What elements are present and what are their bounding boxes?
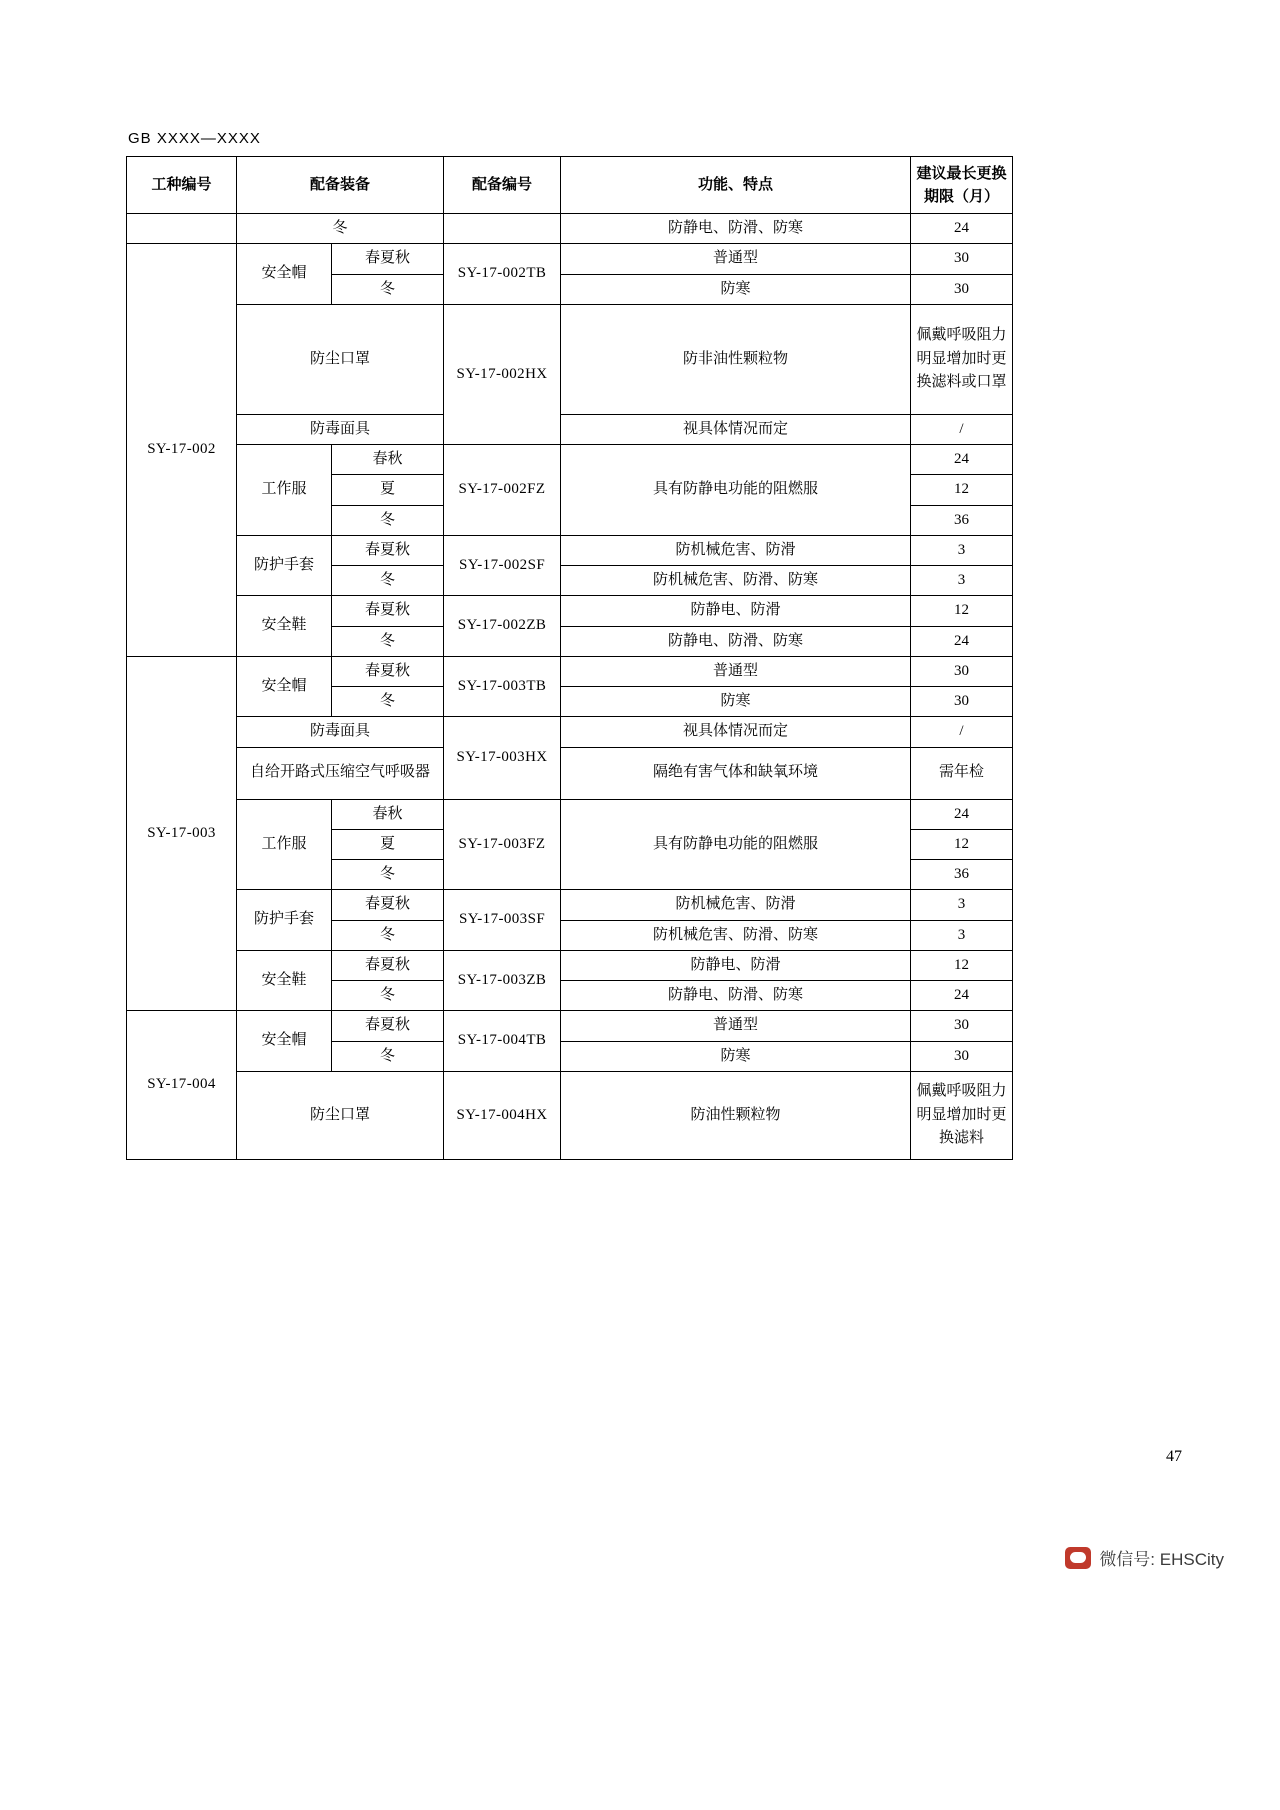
- cell-equip-code: SY-17-002ZB: [444, 596, 561, 657]
- cell-season: 冬: [237, 214, 444, 244]
- cell-feature: 视具体情况而定: [561, 717, 911, 747]
- cell-period: 36: [911, 505, 1013, 535]
- cell-period: 3: [911, 920, 1013, 950]
- cell-equipment: 防毒面具: [237, 414, 444, 444]
- table-header-row: [127, 157, 1013, 214]
- cell-equipment: 工作服: [237, 799, 332, 890]
- cell-feature: 防静电、防滑: [561, 950, 911, 980]
- cell-period: 24: [911, 626, 1013, 656]
- cell-equip-code: SY-17-003ZB: [444, 950, 561, 1011]
- cell-season: 春夏秋: [332, 656, 444, 686]
- cell-equipment: 安全鞋: [237, 596, 332, 657]
- cell-feature: 防静电、防滑、防寒: [561, 626, 911, 656]
- cell-feature: 防机械危害、防滑、防寒: [561, 920, 911, 950]
- cell-equipment: 安全鞋: [237, 950, 332, 1011]
- cell-equipment: 防护手套: [237, 535, 332, 596]
- cell-feature: 普通型: [561, 244, 911, 274]
- cell-job-code: SY-17-002: [127, 244, 237, 657]
- cell-season: 春夏秋: [332, 890, 444, 920]
- watermark-text: 微信号: EHSCity: [1099, 1550, 1224, 1569]
- table-row: [127, 445, 1013, 475]
- cell-period: 12: [911, 596, 1013, 626]
- table-row: [127, 535, 1013, 565]
- cell-equipment: 自给开路式压缩空气呼吸器: [237, 747, 444, 799]
- watermark: [1065, 1545, 1224, 1570]
- cell-period: 24: [911, 799, 1013, 829]
- cell-equipment: 安全帽: [237, 656, 332, 717]
- table-row: [127, 1071, 1013, 1159]
- cell-feature: 具有防静电功能的阻燃服: [561, 799, 911, 890]
- table-row: [127, 799, 1013, 829]
- cell-job-code: [127, 214, 237, 244]
- column-header-equipment: 配备装备: [237, 157, 444, 214]
- cell-equip-code: SY-17-002SF: [444, 535, 561, 596]
- cell-feature: 防静电、防滑: [561, 596, 911, 626]
- cell-season: 夏: [332, 475, 444, 505]
- cell-equipment: 防尘口罩: [237, 1071, 444, 1159]
- cell-season: 春夏秋: [332, 596, 444, 626]
- cell-season: 春秋: [332, 445, 444, 475]
- cell-feature: 防静电、防滑、防寒: [561, 214, 911, 244]
- cell-feature: 视具体情况而定: [561, 414, 911, 444]
- cell-period: /: [911, 717, 1013, 747]
- cell-period: 12: [911, 829, 1013, 859]
- cell-job-code: SY-17-004: [127, 1011, 237, 1160]
- cell-period: 3: [911, 566, 1013, 596]
- cell-feature: 防静电、防滑、防寒: [561, 981, 911, 1011]
- cell-feature: 防机械危害、防滑、防寒: [561, 566, 911, 596]
- table-row: [127, 244, 1013, 274]
- cell-season: 冬: [332, 505, 444, 535]
- table-row: [127, 304, 1013, 414]
- cell-period: 24: [911, 214, 1013, 244]
- cell-equipment: 安全帽: [237, 244, 332, 305]
- cell-equip-code: SY-17-003FZ: [444, 799, 561, 890]
- cell-feature: 防油性颗粒物: [561, 1071, 911, 1159]
- table-row: [127, 656, 1013, 686]
- column-header-equip-code: 配备编号: [444, 157, 561, 214]
- cell-equip-code: SY-17-002HX: [444, 304, 561, 444]
- cell-equip-code: [444, 214, 561, 244]
- cell-feature: 防寒: [561, 687, 911, 717]
- cell-feature: 防机械危害、防滑: [561, 535, 911, 565]
- cell-season: 春夏秋: [332, 244, 444, 274]
- cell-period: 3: [911, 890, 1013, 920]
- cell-feature: 普通型: [561, 1011, 911, 1041]
- cell-period: 30: [911, 1011, 1013, 1041]
- cell-period: /: [911, 414, 1013, 444]
- cell-season: 冬: [332, 920, 444, 950]
- cell-season: 春夏秋: [332, 950, 444, 980]
- cell-period: 30: [911, 1041, 1013, 1071]
- cell-feature: 普通型: [561, 656, 911, 686]
- table-row: [127, 890, 1013, 920]
- table-row: [127, 950, 1013, 980]
- cell-period: 24: [911, 981, 1013, 1011]
- cell-period: 30: [911, 687, 1013, 717]
- cell-period: 30: [911, 656, 1013, 686]
- cell-season: 冬: [332, 687, 444, 717]
- cell-feature: 防非油性颗粒物: [561, 304, 911, 414]
- cell-equipment: 工作服: [237, 445, 332, 536]
- cell-season: 冬: [332, 566, 444, 596]
- table-row: [127, 717, 1013, 747]
- cell-period: 30: [911, 274, 1013, 304]
- cell-season: 春夏秋: [332, 1011, 444, 1041]
- cell-equipment: 安全帽: [237, 1011, 332, 1072]
- cell-period: 36: [911, 860, 1013, 890]
- cell-period: 24: [911, 445, 1013, 475]
- cell-period: 30: [911, 244, 1013, 274]
- cell-season: 冬: [332, 1041, 444, 1071]
- table-row: [127, 747, 1013, 799]
- cell-equipment: 防毒面具: [237, 717, 444, 747]
- cell-equipment: 防尘口罩: [237, 304, 444, 414]
- cell-period: 3: [911, 535, 1013, 565]
- cell-equip-code: SY-17-004TB: [444, 1011, 561, 1072]
- ppe-allocation-table: [126, 156, 1013, 1160]
- wechat-icon: [1065, 1547, 1091, 1569]
- cell-equip-code: SY-17-003HX: [444, 717, 561, 799]
- cell-season: 冬: [332, 860, 444, 890]
- column-header-feature: 功能、特点: [561, 157, 911, 214]
- cell-feature: 防机械危害、防滑: [561, 890, 911, 920]
- cell-period: 需年检: [911, 747, 1013, 799]
- column-header-period: 建议最长更换期限（月）: [911, 157, 1013, 214]
- cell-feature: 防寒: [561, 1041, 911, 1071]
- cell-season: 冬: [332, 626, 444, 656]
- cell-equip-code: SY-17-002FZ: [444, 445, 561, 536]
- cell-equipment: 防护手套: [237, 890, 332, 951]
- cell-period: 12: [911, 950, 1013, 980]
- cell-season: 夏: [332, 829, 444, 859]
- cell-season: 冬: [332, 274, 444, 304]
- cell-feature: 具有防静电功能的阻燃服: [561, 445, 911, 536]
- table-row: [127, 414, 1013, 444]
- table-row: [127, 214, 1013, 244]
- page-number: 47: [1166, 1448, 1182, 1465]
- cell-equip-code: SY-17-004HX: [444, 1071, 561, 1159]
- cell-equip-code: SY-17-003SF: [444, 890, 561, 951]
- table-row: [127, 1011, 1013, 1041]
- column-header-job-code: 工种编号: [127, 157, 237, 214]
- cell-season: 春秋: [332, 799, 444, 829]
- cell-period: 佩戴呼吸阻力明显增加时更换滤料: [911, 1071, 1013, 1159]
- cell-job-code: SY-17-003: [127, 656, 237, 1011]
- cell-feature: 防寒: [561, 274, 911, 304]
- standard-header: GB XXXX—XXXX: [128, 130, 261, 147]
- cell-season: 春夏秋: [332, 535, 444, 565]
- table-row: [127, 596, 1013, 626]
- cell-period: 佩戴呼吸阻力明显增加时更换滤料或口罩: [911, 304, 1013, 414]
- cell-equip-code: SY-17-003TB: [444, 656, 561, 717]
- cell-equip-code: SY-17-002TB: [444, 244, 561, 305]
- cell-feature: 隔绝有害气体和缺氧环境: [561, 747, 911, 799]
- cell-period: 12: [911, 475, 1013, 505]
- cell-season: 冬: [332, 981, 444, 1011]
